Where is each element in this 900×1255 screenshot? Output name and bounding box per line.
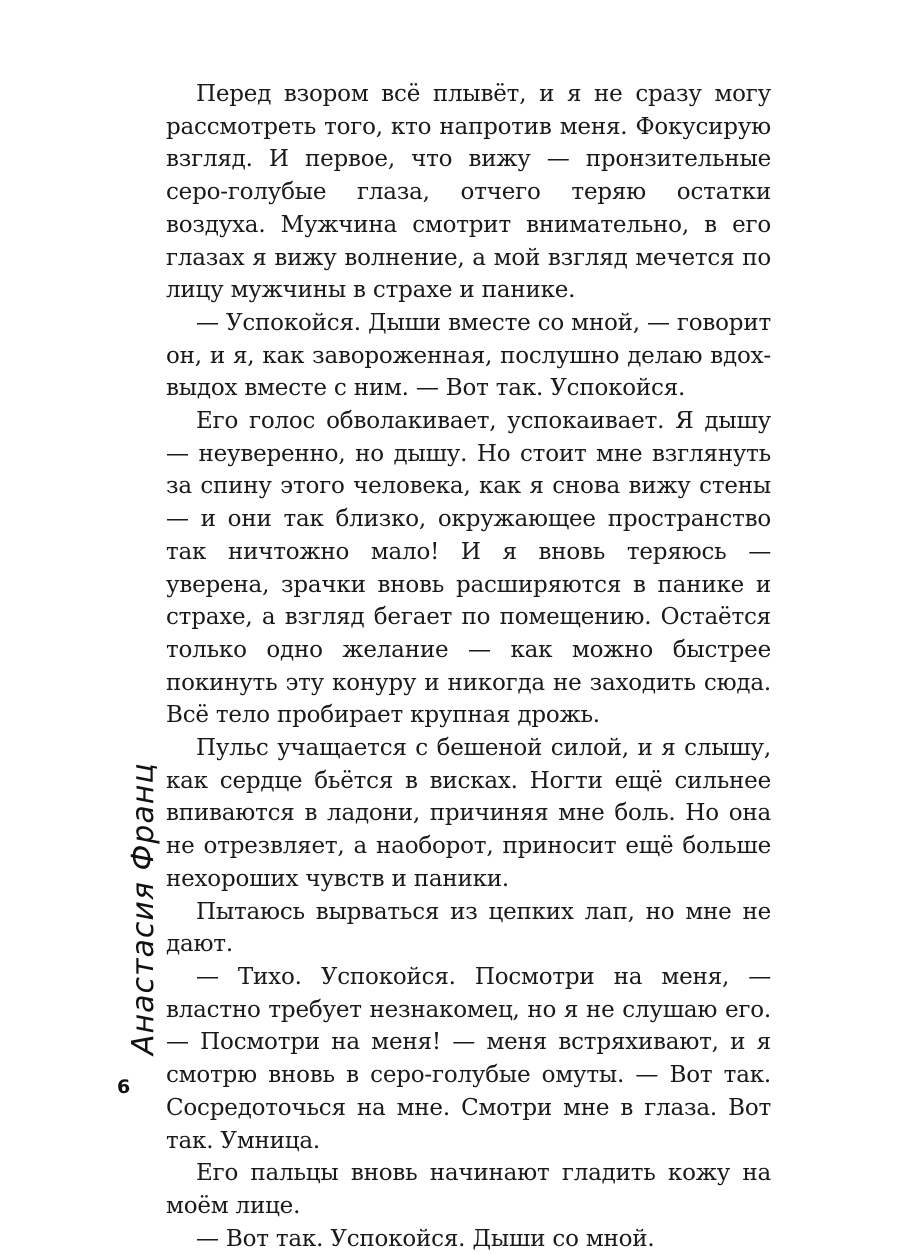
paragraph: — Вот так. Успокойся. Дыши со мной. bbox=[196, 1225, 655, 1252]
paragraph: — Тихо. Успокойся. Посмотри на меня, — властно требует незнакомец, но я не слушаю его. — Посмотри на меня! — меня встряхивают, и я смотрю вновь в серо-голубые омуты. — Вот так. Сосредоточься на мне. Смотри мне в глаза. Вот так. Умница. bbox=[166, 963, 771, 1154]
page-number: 6 bbox=[117, 1076, 131, 1098]
running-author-name: Анастасия Франц bbox=[126, 762, 161, 1055]
body-text bbox=[166, 78, 771, 1255]
paragraph: Его пальцы вновь начинают гладить кожу на моём лице. bbox=[166, 1160, 771, 1219]
paragraph: Его голос обволакивает, успокаивает. Я дышу — неуверенно, но дышу. Но стоит мне взглянуть за спину этого человека, как я снова вижу стены — и они так близко, окружающее пространство так ничтожно мало! И я вновь теряюсь — уверена, зрачки вновь расширяются в панике и страхе, а взгляд бегает по помещению. Остаётся только одно желание — как можно быстрее покинуть эту конуру и никогда не заходить сюда. Всё тело пробирает крупная дрожь. bbox=[166, 408, 771, 729]
paragraph: Перед взором всё плывёт, и я не сразу могу рассмотреть того, кто напротив меня. Фокусирую взгляд. И первое, что вижу — пронзительные серо-голубые глаза, отчего теряю остатки воздуха. Мужчина смотрит внимательно, в его глазах я вижу волнение, а мой взгляд мечется по лицу мужчины в страхе и панике. bbox=[166, 81, 771, 304]
paragraph: Пытаюсь вырваться из цепких лап, но мне не дают. bbox=[166, 898, 771, 958]
paragraph: — Успокойся. Дыши вместе со мной, — говорит он, и я, как завороженная, послушно делаю вдох-выдох вместе с ним. — Вот так. Успокойся. bbox=[166, 309, 771, 402]
paragraph: Пульс учащается с бешеной силой, и я слышу, как сердце бьётся в висках. Ногти ещё сильнее впиваются в ладони, причиняя мне боль. Но она не отрезвляет, а наоборот, приносит ещё больше нехороших чувств и паники. bbox=[166, 735, 771, 892]
